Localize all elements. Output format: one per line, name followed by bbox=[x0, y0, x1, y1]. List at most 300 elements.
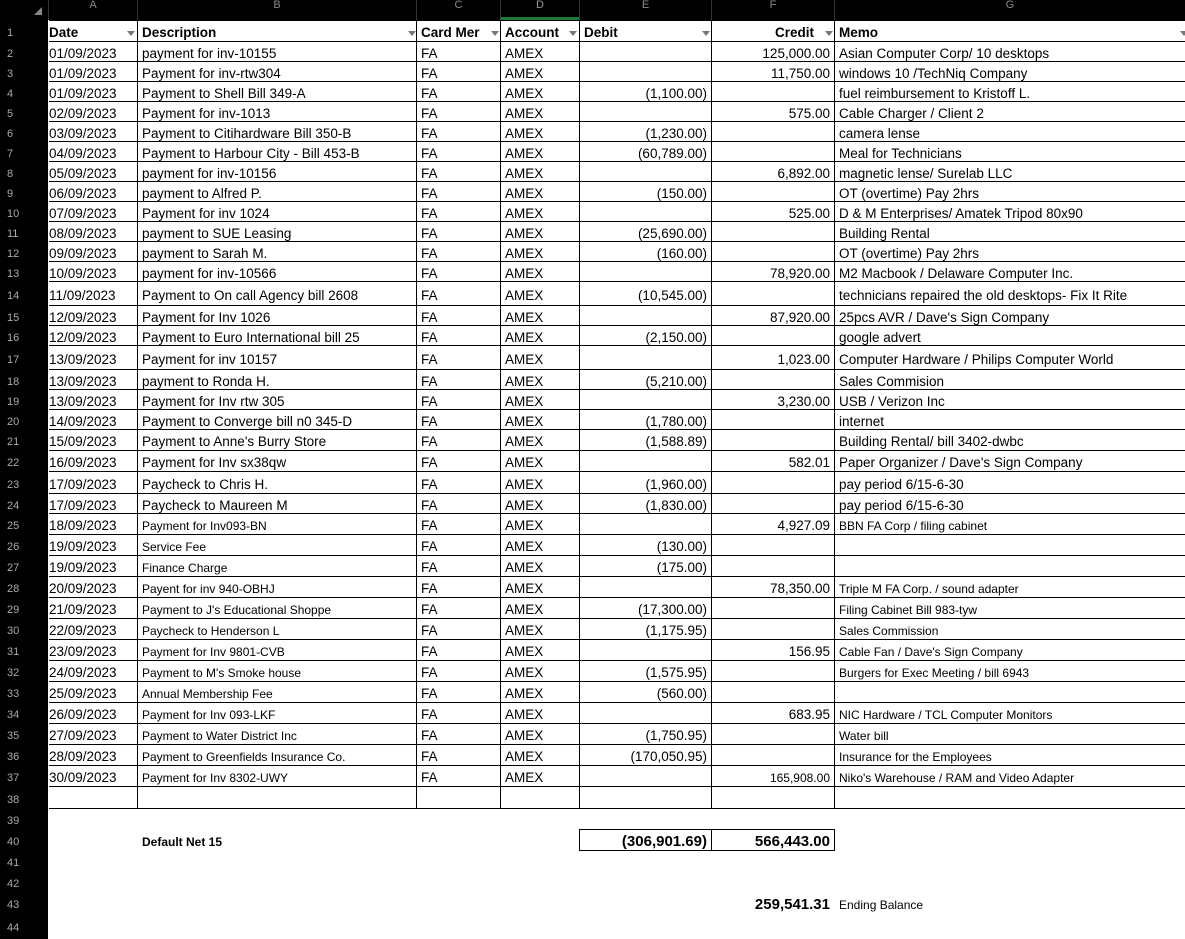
cell-credit[interactable] bbox=[712, 494, 834, 514]
cell-credit[interactable] bbox=[712, 598, 834, 619]
cell-debit[interactable] bbox=[580, 703, 711, 724]
cell-debit[interactable] bbox=[580, 102, 711, 122]
cell-debit[interactable]: (17,300.00) bbox=[637, 602, 707, 617]
cell-description[interactable]: payment to Ronda H. bbox=[142, 374, 270, 389]
cell-memo[interactable]: Asian Computer Corp/ 10 desktops bbox=[839, 46, 1050, 61]
row-header[interactable]: 8 bbox=[0, 162, 48, 182]
cell-date[interactable]: 16/09/2023 bbox=[49, 455, 117, 470]
cell-card[interactable]: FA bbox=[421, 226, 438, 241]
cell-date[interactable]: 01/09/2023 bbox=[49, 86, 117, 101]
cell-description[interactable]: payment for inv-10156 bbox=[142, 166, 277, 181]
cell-description[interactable]: Payment to Harbour City - Bill 453-B bbox=[142, 146, 360, 161]
cell-debit[interactable] bbox=[580, 162, 711, 182]
row-header[interactable]: 40 bbox=[0, 830, 48, 851]
cell-debit[interactable]: (1,830.00) bbox=[645, 498, 707, 513]
cell-memo[interactable] bbox=[835, 535, 1185, 556]
cell-debit[interactable] bbox=[580, 346, 711, 370]
cell-memo[interactable]: technicians repaired the old desktops- Fix It Rite bbox=[839, 288, 1128, 303]
filter-dropdown-icon[interactable] bbox=[825, 31, 833, 36]
cell-debit[interactable] bbox=[580, 62, 711, 82]
cell-account[interactable]: AMEX bbox=[505, 707, 544, 722]
cell-debit[interactable] bbox=[580, 262, 711, 282]
cell-memo[interactable]: 25pcs AVR / Dave's Sign Company bbox=[839, 310, 1050, 325]
cell-memo[interactable]: internet bbox=[839, 414, 885, 429]
cell-credit[interactable] bbox=[712, 326, 834, 346]
cell-date[interactable]: 30/09/2023 bbox=[49, 770, 117, 785]
cell-date[interactable]: 27/09/2023 bbox=[49, 728, 117, 743]
cell-debit[interactable] bbox=[580, 42, 711, 62]
row-header[interactable]: 18 bbox=[0, 370, 48, 390]
cell-description[interactable]: Payment to Shell Bill 349-A bbox=[142, 86, 306, 101]
cell-account[interactable]: AMEX bbox=[505, 560, 544, 575]
cell-account[interactable]: AMEX bbox=[505, 66, 544, 81]
cell-description[interactable]: payment to Sarah M. bbox=[142, 246, 268, 261]
cell-debit[interactable] bbox=[580, 577, 711, 598]
row-header[interactable]: 14 bbox=[0, 282, 48, 306]
ending-balance-label[interactable]: Ending Balance bbox=[839, 898, 924, 912]
cell-credit[interactable] bbox=[712, 82, 834, 102]
cell-card[interactable]: FA bbox=[421, 581, 438, 596]
cell-memo[interactable]: Sales Commission bbox=[839, 624, 939, 638]
ending-balance-value[interactable]: 259,541.31 bbox=[754, 896, 830, 913]
cell-debit[interactable]: (1,588.89) bbox=[645, 434, 707, 449]
cell-memo[interactable]: google advert bbox=[839, 330, 921, 345]
cell-debit[interactable]: (5,210.00) bbox=[645, 374, 707, 389]
cell-description[interactable]: Payment to M's Smoke house bbox=[142, 666, 302, 680]
cell-date[interactable]: 19/09/2023 bbox=[49, 539, 117, 554]
cell-credit[interactable] bbox=[712, 370, 834, 390]
cell-debit[interactable]: (160.00) bbox=[656, 246, 707, 261]
cell-debit[interactable]: (1,960.00) bbox=[645, 477, 707, 492]
cell-date[interactable]: 13/09/2023 bbox=[49, 394, 117, 409]
cell-date[interactable]: 12/09/2023 bbox=[49, 330, 117, 345]
cell-debit[interactable] bbox=[580, 514, 711, 535]
cell-description[interactable]: Payment to J's Educational Shoppe bbox=[142, 603, 332, 617]
cell-account[interactable]: AMEX bbox=[505, 770, 544, 785]
cell-account[interactable]: AMEX bbox=[505, 46, 544, 61]
cell-card[interactable]: FA bbox=[421, 665, 438, 680]
row-header[interactable]: 39 bbox=[0, 809, 48, 830]
cell-description[interactable]: Payment for inv 1024 bbox=[142, 206, 270, 221]
cell-account[interactable]: AMEX bbox=[505, 394, 544, 409]
cell-credit[interactable]: 4,927.09 bbox=[777, 518, 830, 533]
cell-account[interactable]: AMEX bbox=[505, 455, 544, 470]
cell-credit[interactable] bbox=[712, 535, 834, 556]
cell-description[interactable]: Paycheck to Maureen M bbox=[142, 498, 288, 513]
cell-date[interactable]: 09/09/2023 bbox=[49, 246, 117, 261]
cell-description[interactable]: payment to SUE Leasing bbox=[142, 226, 292, 241]
cell-description[interactable]: Paycheck to Chris H. bbox=[142, 477, 269, 492]
cell-description[interactable]: Payment for inv 10157 bbox=[142, 352, 278, 367]
cell-date[interactable]: 05/09/2023 bbox=[49, 166, 117, 181]
row-header[interactable]: 23 bbox=[0, 472, 48, 494]
cell-account[interactable]: AMEX bbox=[505, 266, 544, 281]
row-header[interactable]: 10 bbox=[0, 202, 48, 222]
cell-memo[interactable]: Water bill bbox=[839, 729, 889, 743]
cell-date[interactable]: 11/09/2023 bbox=[49, 288, 116, 303]
cell-card[interactable]: FA bbox=[421, 310, 438, 325]
cell-credit[interactable] bbox=[712, 222, 834, 242]
cell-date[interactable]: 22/09/2023 bbox=[49, 623, 117, 638]
row-header[interactable]: 33 bbox=[0, 682, 48, 703]
cell-description[interactable]: Paycheck to Henderson L bbox=[142, 624, 280, 638]
cell-card[interactable]: FA bbox=[421, 749, 438, 764]
cell-description[interactable]: payment for inv-10155 bbox=[142, 46, 277, 61]
cell-memo[interactable] bbox=[835, 682, 1185, 703]
cell-description[interactable]: Payment for Inv rtw 305 bbox=[142, 394, 285, 409]
cell-memo[interactable]: USB / Verizon Inc bbox=[839, 394, 945, 409]
cell-memo[interactable]: Meal for Technicians bbox=[839, 146, 962, 161]
cell-description[interactable]: Payment to Anne's Burry Store bbox=[142, 434, 327, 449]
row-header[interactable]: 6 bbox=[0, 122, 48, 142]
cell-account[interactable]: AMEX bbox=[505, 665, 544, 680]
cell-credit[interactable]: 165,908.00 bbox=[769, 771, 830, 785]
cell-description[interactable]: Payment to Converge bill n0 345-D bbox=[142, 414, 353, 429]
column-header-f[interactable]: F bbox=[711, 0, 834, 20]
cell-memo[interactable]: Niko's Warehouse / RAM and Video Adapter bbox=[839, 771, 1075, 785]
cell-credit[interactable]: 683.95 bbox=[788, 707, 830, 722]
cell-account[interactable]: AMEX bbox=[505, 374, 544, 389]
cell-description[interactable]: Payment for inv-rtw304 bbox=[142, 66, 281, 81]
cell-memo[interactable]: magnetic lense/ Surelab LLC bbox=[839, 166, 1013, 181]
cell-date[interactable]: 21/09/2023 bbox=[49, 602, 117, 617]
cell-account[interactable]: AMEX bbox=[505, 518, 544, 533]
cell-credit[interactable]: 6,892.00 bbox=[777, 166, 830, 181]
cell-date[interactable]: 06/09/2023 bbox=[49, 186, 117, 201]
cell-date[interactable]: 02/09/2023 bbox=[49, 106, 117, 121]
row-header[interactable]: 29 bbox=[0, 598, 48, 619]
cell-card[interactable]: FA bbox=[421, 46, 438, 61]
row-header[interactable]: 44 bbox=[0, 914, 48, 939]
cell-account[interactable]: AMEX bbox=[505, 728, 544, 743]
cell-account[interactable]: AMEX bbox=[505, 644, 544, 659]
cell-card[interactable]: FA bbox=[421, 728, 438, 743]
cell-account[interactable]: AMEX bbox=[505, 86, 544, 101]
cell-account[interactable]: AMEX bbox=[505, 186, 544, 201]
totals-label[interactable]: Default Net 15 bbox=[142, 835, 223, 849]
cell-account[interactable]: AMEX bbox=[505, 477, 544, 492]
cell-card[interactable]: FA bbox=[421, 106, 438, 121]
row-header[interactable]: 38 bbox=[0, 787, 48, 809]
cell-description[interactable]: Payment to Euro International bill 25 bbox=[142, 330, 360, 345]
cell-date[interactable]: 04/09/2023 bbox=[49, 146, 117, 161]
cell-memo[interactable]: Insurance for the Employees bbox=[839, 750, 992, 764]
cell-debit[interactable] bbox=[580, 202, 711, 222]
cell-card[interactable]: FA bbox=[421, 394, 438, 409]
cell-credit[interactable] bbox=[712, 682, 834, 703]
column-header-c[interactable]: C bbox=[416, 0, 500, 20]
cell-debit[interactable]: (2,150.00) bbox=[645, 330, 707, 345]
cell-description[interactable]: Payment to Greenfields Insurance Co. bbox=[142, 750, 346, 764]
cell-date[interactable]: 23/09/2023 bbox=[49, 644, 117, 659]
cell-card[interactable]: FA bbox=[421, 644, 438, 659]
row-header[interactable]: 25 bbox=[0, 514, 48, 535]
cell-card[interactable]: FA bbox=[421, 560, 438, 575]
header-date[interactable]: Date bbox=[49, 25, 79, 40]
cell-debit[interactable]: (175.00) bbox=[656, 560, 707, 575]
cell-account[interactable]: AMEX bbox=[505, 206, 544, 221]
filter-dropdown-icon[interactable] bbox=[491, 31, 499, 36]
cell-account[interactable]: AMEX bbox=[505, 434, 544, 449]
cell-credit[interactable] bbox=[712, 724, 834, 745]
cell-description[interactable]: Payment to Water District Inc bbox=[142, 729, 297, 743]
cell-memo[interactable]: camera lense bbox=[839, 126, 921, 141]
cell-date[interactable]: 07/09/2023 bbox=[49, 206, 117, 221]
cell-memo[interactable]: Sales Commision bbox=[839, 374, 945, 389]
cell-credit[interactable]: 156.95 bbox=[788, 644, 830, 659]
cell-card[interactable]: FA bbox=[421, 518, 438, 533]
cell-credit[interactable] bbox=[712, 182, 834, 202]
cell-credit[interactable] bbox=[712, 556, 834, 577]
cell-date[interactable]: 10/09/2023 bbox=[49, 266, 117, 281]
cell-memo[interactable]: pay period 6/15-6-30 bbox=[839, 477, 964, 492]
cell-description[interactable]: Payment for Inv 8302-UWY bbox=[142, 771, 289, 785]
cell-credit[interactable]: 125,000.00 bbox=[762, 46, 830, 61]
cell-credit[interactable] bbox=[712, 410, 834, 430]
column-header-g[interactable]: G bbox=[834, 0, 1185, 20]
cell-date[interactable]: 13/09/2023 bbox=[49, 374, 117, 389]
cell-credit[interactable] bbox=[712, 142, 834, 162]
cell-card[interactable]: FA bbox=[421, 455, 438, 470]
cell-debit[interactable] bbox=[580, 390, 711, 410]
cell-memo[interactable]: fuel reimbursement to Kristoff L. bbox=[839, 86, 1031, 101]
cell-card[interactable]: FA bbox=[421, 330, 438, 345]
row-header[interactable]: 21 bbox=[0, 430, 48, 451]
row-header[interactable]: 35 bbox=[0, 724, 48, 745]
filter-dropdown-icon[interactable] bbox=[569, 31, 577, 36]
cell-card[interactable]: FA bbox=[421, 266, 438, 281]
cell-memo[interactable]: D & M Enterprises/ Amatek Tripod 80x90 bbox=[839, 206, 1083, 221]
cell-description[interactable]: payment to Alfred P. bbox=[142, 186, 262, 201]
cell-card[interactable]: FA bbox=[421, 86, 438, 101]
cell-card[interactable]: FA bbox=[421, 539, 438, 554]
cell-date[interactable]: 20/09/2023 bbox=[49, 581, 117, 596]
cell-account[interactable]: AMEX bbox=[505, 581, 544, 596]
filter-dropdown-icon[interactable] bbox=[408, 31, 416, 36]
cell-credit[interactable] bbox=[712, 122, 834, 142]
cell-card[interactable]: FA bbox=[421, 66, 438, 81]
cell-card[interactable]: FA bbox=[421, 434, 438, 449]
cell-card[interactable]: FA bbox=[421, 686, 438, 701]
row-header[interactable]: 37 bbox=[0, 766, 48, 787]
cell-date[interactable]: 18/09/2023 bbox=[49, 518, 117, 533]
row-header[interactable]: 16 bbox=[0, 326, 48, 346]
cell-credit[interactable] bbox=[712, 242, 834, 262]
row-header[interactable]: 20 bbox=[0, 410, 48, 430]
header-description[interactable]: Description bbox=[142, 25, 217, 40]
cell-account[interactable]: AMEX bbox=[505, 623, 544, 638]
cell-memo[interactable]: Computer Hardware / Philips Computer World bbox=[839, 352, 1114, 367]
cell-debit[interactable]: (1,100.00) bbox=[645, 86, 707, 101]
cell-debit[interactable]: (1,780.00) bbox=[645, 414, 707, 429]
cell-credit[interactable]: 78,350.00 bbox=[769, 581, 830, 596]
cell-memo[interactable]: Building Rental/ bill 3402-dwbc bbox=[839, 434, 1024, 449]
header-card[interactable]: Card Mer bbox=[421, 25, 480, 40]
cell-debit[interactable] bbox=[580, 451, 711, 472]
cell-card[interactable]: FA bbox=[421, 498, 438, 513]
cell-account[interactable]: AMEX bbox=[505, 686, 544, 701]
cell-debit[interactable]: (1,575.95) bbox=[645, 665, 707, 680]
cell-debit[interactable]: (560.00) bbox=[656, 686, 707, 701]
cell-card[interactable]: FA bbox=[421, 206, 438, 221]
cell-account[interactable]: AMEX bbox=[505, 246, 544, 261]
cell-description[interactable]: Payment to On call Agency bill 2608 bbox=[142, 288, 359, 303]
cell-date[interactable]: 15/09/2023 bbox=[49, 434, 117, 449]
header-debit[interactable]: Debit bbox=[584, 25, 618, 40]
row-header[interactable]: 19 bbox=[0, 390, 48, 410]
credit-total[interactable]: 566,443.00 bbox=[754, 833, 830, 850]
row-header[interactable]: 31 bbox=[0, 640, 48, 661]
cell-date[interactable]: 17/09/2023 bbox=[49, 498, 117, 513]
cell-card[interactable]: FA bbox=[421, 414, 438, 429]
cell-memo[interactable]: pay period 6/15-6-30 bbox=[839, 498, 964, 513]
cell-date[interactable]: 25/09/2023 bbox=[49, 686, 117, 701]
row-header[interactable]: 41 bbox=[0, 851, 48, 872]
cell-account[interactable]: AMEX bbox=[505, 539, 544, 554]
cell-credit[interactable] bbox=[712, 472, 834, 494]
cell-card[interactable]: FA bbox=[421, 186, 438, 201]
cell-account[interactable]: AMEX bbox=[505, 414, 544, 429]
cell-description[interactable]: Service Fee bbox=[142, 540, 207, 554]
row-header[interactable]: 11 bbox=[0, 222, 48, 242]
cell-account[interactable]: AMEX bbox=[505, 288, 544, 303]
row-header[interactable]: 26 bbox=[0, 535, 48, 556]
cell-card[interactable]: FA bbox=[421, 288, 438, 303]
cell-card[interactable]: FA bbox=[421, 623, 438, 638]
cell-credit[interactable]: 87,920.00 bbox=[769, 310, 830, 325]
cell-account[interactable]: AMEX bbox=[505, 498, 544, 513]
cell-date[interactable]: 17/09/2023 bbox=[49, 477, 117, 492]
cell-credit[interactable]: 1,023.00 bbox=[777, 352, 830, 367]
cell-debit[interactable]: (25,690.00) bbox=[637, 226, 707, 241]
cell-account[interactable]: AMEX bbox=[505, 310, 544, 325]
cell-account[interactable]: AMEX bbox=[505, 126, 544, 141]
cell-debit[interactable]: (60,789.00) bbox=[637, 146, 707, 161]
cell-account[interactable]: AMEX bbox=[505, 146, 544, 161]
cell-card[interactable]: FA bbox=[421, 146, 438, 161]
cell-date[interactable]: 28/09/2023 bbox=[49, 749, 117, 764]
cell-debit[interactable]: (170,050.95) bbox=[630, 749, 707, 764]
cell-date[interactable]: 08/09/2023 bbox=[49, 226, 117, 241]
cell-description[interactable]: Payment for Inv 093-LKF bbox=[142, 708, 276, 722]
column-header-b[interactable]: B bbox=[137, 0, 416, 20]
cell-date[interactable]: 26/09/2023 bbox=[49, 707, 117, 722]
column-header-d[interactable]: D bbox=[500, 0, 579, 20]
cell-memo[interactable]: OT (overtime) Pay 2hrs bbox=[839, 186, 980, 201]
cell-credit[interactable] bbox=[712, 661, 834, 682]
row-header[interactable]: 1 bbox=[0, 20, 48, 42]
cell-memo[interactable]: M2 Macbook / Delaware Computer Inc. bbox=[839, 266, 1074, 281]
cell-date[interactable]: 01/09/2023 bbox=[49, 46, 117, 61]
row-header[interactable]: 2 bbox=[0, 42, 48, 62]
cell-description[interactable]: Payment for inv-1013 bbox=[142, 106, 271, 121]
cell-card[interactable]: FA bbox=[421, 246, 438, 261]
row-header[interactable]: 13 bbox=[0, 262, 48, 282]
row-header[interactable]: 22 bbox=[0, 451, 48, 472]
cell-credit[interactable]: 78,920.00 bbox=[769, 266, 830, 281]
row-header[interactable]: 15 bbox=[0, 306, 48, 326]
column-header-a[interactable]: A bbox=[48, 0, 137, 20]
cell-debit[interactable]: (150.00) bbox=[656, 186, 707, 201]
cell-description[interactable]: Annual Membership Fee bbox=[142, 687, 273, 701]
cell-date[interactable]: 24/09/2023 bbox=[49, 665, 117, 680]
header-credit[interactable]: Credit bbox=[774, 25, 814, 40]
cell-debit[interactable] bbox=[580, 306, 711, 326]
row-header[interactable]: 4 bbox=[0, 82, 48, 102]
cell-card[interactable]: FA bbox=[421, 602, 438, 617]
cell-description[interactable]: payment for inv-10566 bbox=[142, 266, 277, 281]
cell-account[interactable]: AMEX bbox=[505, 106, 544, 121]
cell-debit[interactable]: (1,230.00) bbox=[645, 126, 707, 141]
filter-dropdown-icon[interactable] bbox=[702, 31, 710, 36]
row-header[interactable]: 34 bbox=[0, 703, 48, 724]
cell-memo[interactable]: windows 10 /TechNiq Company bbox=[839, 66, 1028, 81]
cell-debit[interactable]: (1,750.95) bbox=[645, 728, 707, 743]
cell-description[interactable]: Payment for Inv sx38qw bbox=[142, 455, 287, 470]
cell-date[interactable]: 03/09/2023 bbox=[49, 126, 117, 141]
cell-debit[interactable]: (1,175.95) bbox=[645, 623, 707, 638]
cell-card[interactable]: FA bbox=[421, 352, 438, 367]
row-header[interactable]: 24 bbox=[0, 494, 48, 514]
cell-credit[interactable]: 575.00 bbox=[788, 106, 830, 121]
cell-memo[interactable]: BBN FA Corp / filing cabinet bbox=[839, 519, 988, 533]
cell-date[interactable]: 14/09/2023 bbox=[49, 414, 117, 429]
cell-account[interactable]: AMEX bbox=[505, 166, 544, 181]
row-header[interactable]: 43 bbox=[0, 893, 48, 914]
row-header[interactable]: 3 bbox=[0, 62, 48, 82]
cell-memo[interactable]: Cable Fan / Dave's Sign Company bbox=[839, 645, 1023, 659]
row-header[interactable]: 36 bbox=[0, 745, 48, 766]
row-header[interactable]: 12 bbox=[0, 242, 48, 262]
row-header[interactable]: 30 bbox=[0, 619, 48, 640]
cell-credit[interactable]: 3,230.00 bbox=[777, 394, 830, 409]
header-memo[interactable]: Memo bbox=[839, 25, 879, 40]
cell-card[interactable]: FA bbox=[421, 707, 438, 722]
cell-debit[interactable] bbox=[580, 640, 711, 661]
filter-dropdown-icon[interactable] bbox=[127, 31, 135, 36]
cell-memo[interactable]: Cable Charger / Client 2 bbox=[839, 106, 984, 121]
cell-account[interactable]: AMEX bbox=[505, 226, 544, 241]
cell-credit[interactable] bbox=[712, 745, 834, 766]
cell-account[interactable]: AMEX bbox=[505, 330, 544, 345]
row-header[interactable]: 17 bbox=[0, 346, 48, 370]
cell-date[interactable]: 01/09/2023 bbox=[49, 66, 117, 81]
cell-memo[interactable]: Burgers for Exec Meeting / bill 6943 bbox=[839, 666, 1030, 680]
cell-card[interactable]: FA bbox=[421, 166, 438, 181]
row-header[interactable]: 5 bbox=[0, 102, 48, 122]
cell-description[interactable]: Payment for Inv093-BN bbox=[142, 519, 267, 533]
cell-debit[interactable]: (10,545.00) bbox=[637, 288, 707, 303]
column-header-e[interactable]: E bbox=[579, 0, 711, 20]
cell-account[interactable]: AMEX bbox=[505, 602, 544, 617]
cell-description[interactable]: Payment to Citihardware Bill 350-B bbox=[142, 126, 352, 141]
cell-memo[interactable]: NIC Hardware / TCL Computer Monitors bbox=[839, 708, 1053, 722]
cell-memo[interactable]: Triple M FA Corp. / sound adapter bbox=[839, 582, 1019, 596]
cell-memo[interactable]: Building Rental bbox=[839, 226, 930, 241]
row-header[interactable]: 27 bbox=[0, 556, 48, 577]
cell-debit[interactable]: (130.00) bbox=[656, 539, 707, 554]
cell-credit[interactable]: 11,750.00 bbox=[770, 66, 830, 81]
row-header[interactable]: 28 bbox=[0, 577, 48, 598]
cell-description[interactable]: Payment for Inv 9801-CVB bbox=[142, 645, 285, 659]
cell-card[interactable]: FA bbox=[421, 770, 438, 785]
cell-credit[interactable] bbox=[712, 282, 834, 306]
filter-dropdown-icon[interactable] bbox=[1180, 31, 1185, 36]
cell-memo[interactable] bbox=[835, 556, 1185, 577]
header-account[interactable]: Account bbox=[505, 25, 559, 40]
cell-memo[interactable]: OT (overtime) Pay 2hrs bbox=[839, 246, 980, 261]
debit-total[interactable]: (306,901.69) bbox=[621, 833, 707, 850]
